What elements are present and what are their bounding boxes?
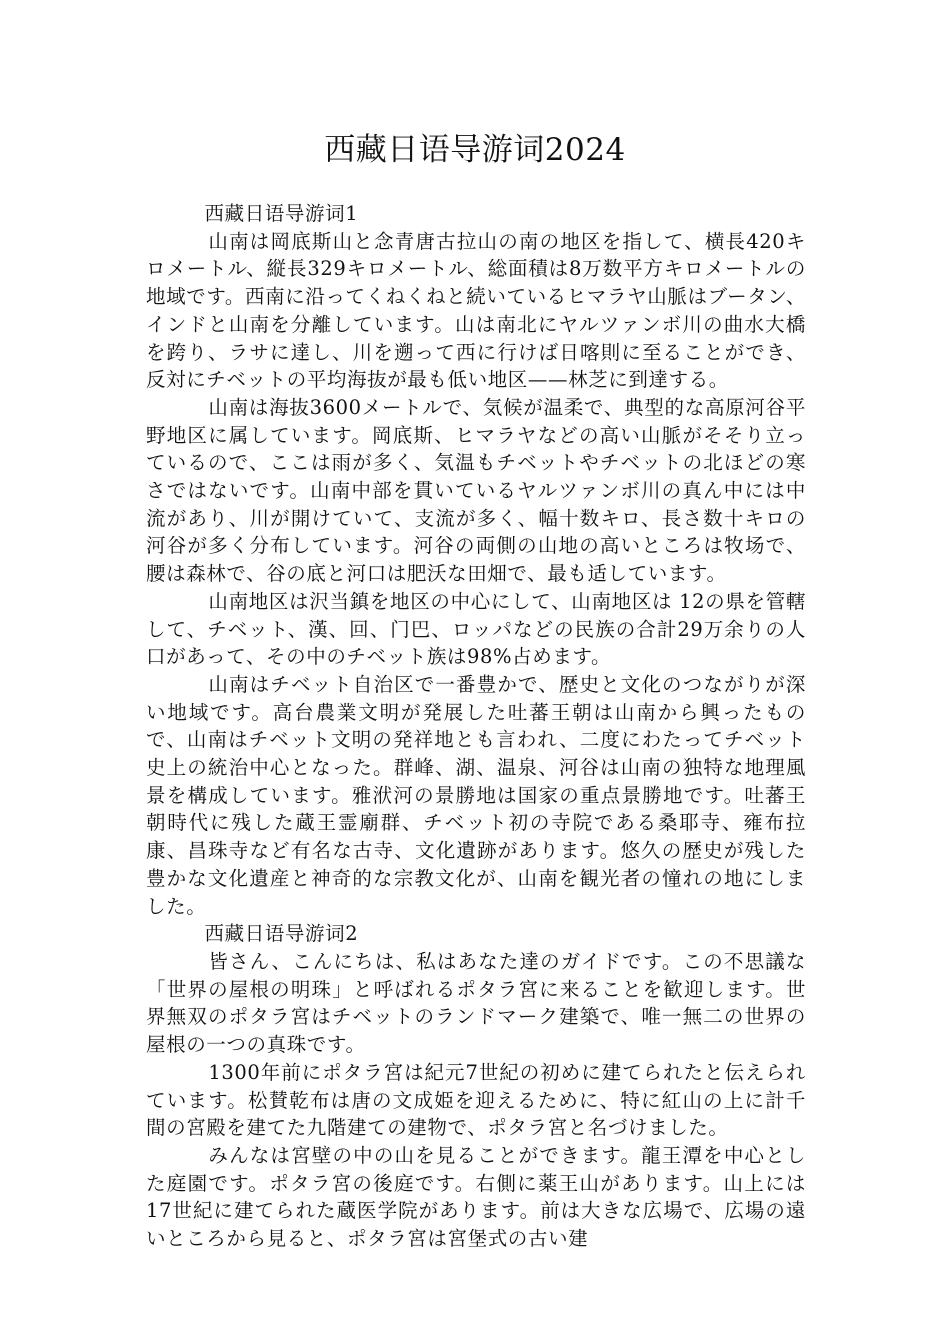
paragraph: みんなは宮壁の中の山を見ることができます。龍王潭を中心とした庭園です。ポタラ宮の後庭です。右側に薬王山があります。山上には17世紀に建てられた蔵医学院があります。前は大きな広場で、広場の遠いところから見ると、ポタラ宮は宮堡式の古い建 <box>146 1143 806 1251</box>
section-heading: 西藏日语导游词1 <box>204 202 359 225</box>
paragraph: 1300年前にポタラ宮は紀元7世紀の初めに建てられたと伝えられています。松賛乾布は唐の文成姫を迎えるために、特に紅山の上に計千間の宮殿を建てた九階建ての建物で、ポタラ宮と名づけました。 <box>146 1060 806 1140</box>
paragraph: 山南は海抜3600メートルで、気候が温柔で、典型的な高原河谷平野地区に属しています。岡底斯、ヒマラヤなどの高い山脈がそそり立っているので、ここは雨が多く、気温もチベットやチベットの北ほどの寒さではないです。山南中部を貫いているヤルツァンボ川の真ん中には中流があり、川が開けていて、支流が多く、幅十数キロ、長さ数十キロの河谷が多く分布しています。河谷の両側の山地の高いところは牧场で、腰は森林で、谷の底と河口は肥沃な田畑で、最も适しています。 <box>146 395 806 586</box>
paragraph: 山南地区は沢当鎮を地区の中心にして、山南地区は 12の県を管轄して、チベット、漢、回、门巴、ロッパなどの民族の合計29万余りの人口があって、その中のチベット族は98%占めます。 <box>146 589 806 669</box>
paragraph: 山南はチベット自治区で一番豊かで、歴史と文化のつながりが深い地域です。高台農業文明が発展した吐蕃王朝は山南から興ったもので、山南はチベット文明の発祥地とも言われ、二度にわたってチベット史上の統治中心となった。群峰、湖、温泉、河谷は山南の独特な地理風景を構成しています。雅洑河の景勝地は国家の重点景勝地です。吐蕃王朝時代に残した蔵王霊廟群、チベット初の寺院である桑耶寺、雍布拉康、昌珠寺など有名な古寺、文化遺跡があります。悠久の歴史が残した豊かな文化遺産と神奇的な宗教文化が、山南を観光者の憧れの地にしました。 <box>146 672 806 918</box>
document-body <box>146 200 806 1253</box>
paragraph: 皆さん、こんにちは、私はあなた達のガイドです。この不思議な「世界の屋根の明珠」と呼ばれるポタラ宮に来ることを歓迎します。世界無双のポタラ宮はチベットのランドマーク建築で、唯一無二の世界の屋根の一つの真珠です。 <box>146 949 806 1057</box>
paragraph: 山南は岡底斯山と念青唐古拉山の南の地区を指して、横長420キロメートル、縦長329キロメートル、総面積は8万数平方キロメートルの地域です。西南に沿ってくねくねと続いているヒマラヤ山脈はブータン、インドと山南を分離しています。山は南北にヤルツァンボ川の曲水大橋を跨り、ラサに達し、川を遡って西に行けば日喀則に至ることができ、反対にチベットの平均海抜が最も低い地区——林芝に到達する。 <box>146 229 806 392</box>
section-heading: 西藏日语导游词2 <box>204 922 359 946</box>
document-title: 西藏日语导游词2024 <box>324 132 626 168</box>
